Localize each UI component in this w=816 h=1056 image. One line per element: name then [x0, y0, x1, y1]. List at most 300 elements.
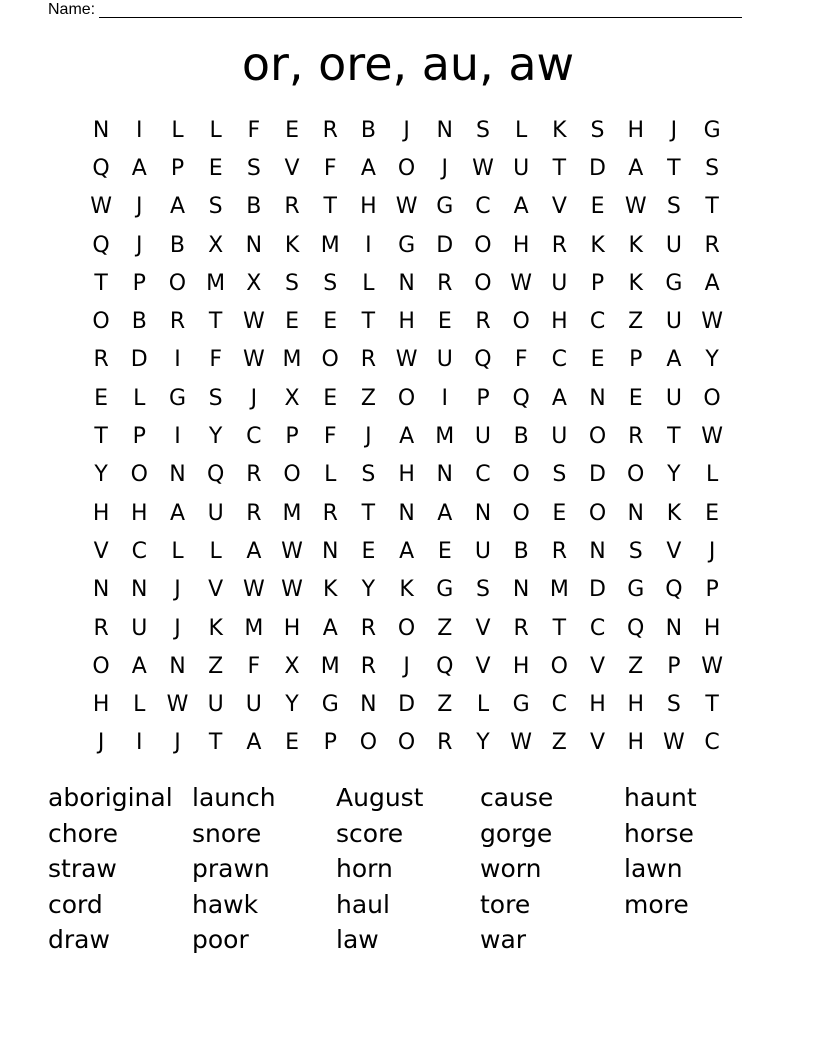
grid-letter: K	[628, 232, 643, 258]
grid-letter: R	[360, 653, 377, 679]
grid-letter: U	[551, 424, 568, 450]
grid-letter: W	[395, 194, 418, 220]
grid-letter: J	[97, 730, 105, 756]
grid-letter: P	[132, 270, 146, 296]
grid-letter: H	[131, 500, 148, 526]
grid-letter: W	[281, 577, 303, 603]
grid-letter: V	[666, 538, 682, 564]
grid-letter: T	[208, 730, 223, 756]
grid-letter: O	[512, 309, 530, 335]
grid-letter: H	[589, 692, 606, 718]
grid-letter: G	[627, 577, 645, 603]
grid-letter: S	[552, 462, 567, 488]
grid-letter: Q	[627, 615, 645, 641]
grid-letter: O	[283, 462, 301, 488]
grid-letter: I	[136, 730, 143, 756]
grid-letter: S	[208, 194, 223, 220]
grid-letter: M	[206, 270, 226, 296]
grid-letter: R	[513, 615, 529, 641]
grid-letter: O	[397, 615, 416, 641]
grid-letter: F	[514, 347, 528, 373]
grid-letter: K	[399, 577, 414, 603]
grid-letter: W	[624, 194, 647, 220]
grid-letter: O	[130, 462, 148, 488]
grid-letter: U	[665, 385, 682, 411]
grid-letter: R	[437, 730, 453, 756]
grid-letter: K	[552, 117, 567, 143]
grid-letter: I	[174, 347, 181, 373]
grid-letter: C	[246, 424, 262, 450]
grid-letter: T	[667, 155, 681, 181]
word-list-item: gorge	[480, 818, 553, 848]
grid-letter: U	[207, 692, 224, 718]
grid-letter: J	[403, 117, 410, 143]
grid-letter: N	[474, 500, 492, 526]
grid-letter: U	[131, 615, 148, 641]
grid-letter: E	[94, 385, 109, 411]
grid-letter: D	[589, 577, 606, 603]
grid-letter: R	[551, 232, 567, 258]
grid-letter: V	[93, 538, 109, 564]
grid-letter: C	[475, 194, 491, 220]
grid-letter: O	[512, 462, 530, 488]
grid-letter: U	[474, 538, 492, 564]
grid-letter: X	[208, 232, 224, 258]
grid-letter: A	[169, 500, 185, 526]
grid-letter: J	[174, 730, 181, 756]
grid-letter: Y	[94, 462, 108, 488]
grid-letter: F	[323, 155, 337, 181]
grid-letter: R	[284, 194, 300, 220]
grid-letter: R	[93, 615, 109, 641]
grid-letter: U	[436, 347, 453, 373]
grid-letter: O	[397, 385, 416, 411]
grid-letter: N	[245, 232, 263, 258]
grid-letter: J	[670, 117, 678, 143]
grid-letter: O	[474, 232, 492, 258]
grid-letter: G	[665, 270, 683, 296]
grid-letter: H	[398, 462, 415, 488]
grid-letter: P	[170, 155, 185, 181]
grid-letter: H	[627, 117, 644, 143]
grid-letter: M	[435, 424, 455, 450]
word-list-item: chore	[48, 818, 118, 848]
grid-letter: O	[627, 462, 645, 488]
grid-letter: N	[398, 270, 415, 296]
grid-letter: C	[551, 692, 568, 718]
grid-letter: Z	[437, 615, 453, 641]
grid-letter: I	[174, 424, 181, 450]
grid-letter: F	[247, 653, 261, 679]
grid-letter: K	[628, 270, 643, 296]
grid-letter: M	[282, 347, 302, 373]
grid-letter: K	[284, 232, 300, 258]
grid-letter: A	[437, 500, 453, 526]
grid-letter: E	[323, 385, 338, 411]
grid-letter: E	[437, 309, 452, 335]
word-list-item: draw	[48, 925, 110, 954]
grid-letter: W	[510, 270, 533, 296]
grid-letter: L	[515, 117, 528, 143]
grid-letter: H	[627, 692, 644, 718]
grid-letter: C	[704, 730, 720, 756]
grid-letter: A	[322, 615, 338, 641]
grid-letter: V	[475, 653, 491, 679]
grid-letter: C	[589, 309, 606, 335]
grid-letter: A	[246, 730, 262, 756]
grid-letter: S	[208, 385, 223, 411]
grid-letter: V	[208, 577, 224, 603]
grid-letter: T	[552, 155, 567, 181]
grid-letter: U	[474, 424, 492, 450]
grid-letter: W	[242, 577, 265, 603]
grid-letter: E	[590, 347, 605, 373]
grid-letter: Y	[705, 347, 719, 373]
grid-letter: W	[472, 155, 494, 181]
grid-letter: E	[705, 500, 720, 526]
grid-letter: S	[475, 577, 490, 603]
grid-letter: L	[362, 270, 375, 296]
grid-letter: A	[704, 270, 720, 296]
grid-letter: E	[590, 194, 605, 220]
grid-letter: B	[131, 309, 147, 335]
grid-letter: N	[169, 653, 186, 679]
grid-letter: O	[397, 730, 416, 756]
grid-letter: J	[174, 615, 181, 641]
grid-letter: L	[209, 117, 222, 143]
grid-letter: L	[476, 692, 490, 718]
grid-letter: N	[589, 538, 606, 564]
grid-letter: U	[665, 309, 682, 335]
grid-letter: R	[322, 117, 338, 143]
grid-letter: X	[284, 385, 300, 411]
grid-letter: Q	[92, 155, 110, 181]
word-list-item: cord	[48, 889, 103, 919]
grid-letter: S	[590, 117, 605, 143]
grid-letter: G	[436, 577, 454, 603]
grid-letter: J	[708, 538, 716, 564]
grid-letter: S	[705, 155, 720, 181]
grid-letter: R	[246, 462, 262, 488]
grid-letter: Y	[667, 462, 681, 488]
grid-letter: K	[323, 577, 338, 603]
grid-letter: N	[627, 500, 644, 526]
grid-letter: L	[324, 462, 337, 488]
grid-letter: N	[665, 615, 683, 641]
grid-letter: Z	[360, 385, 376, 411]
grid-letter: R	[437, 270, 453, 296]
grid-letter: U	[245, 692, 262, 718]
grid-letter: H	[627, 730, 644, 756]
grid-letter: Z	[551, 730, 567, 756]
grid-letter: R	[93, 347, 109, 373]
grid-letter: I	[365, 232, 372, 258]
grid-letter: S	[666, 692, 681, 718]
grid-letter: A	[246, 538, 262, 564]
grid-letter: O	[168, 270, 187, 296]
grid-letter: O	[512, 500, 530, 526]
grid-letter: Q	[436, 653, 454, 679]
word-list-item: war	[480, 925, 527, 954]
grid-letter: U	[207, 500, 224, 526]
grid-letter: W	[701, 653, 723, 679]
grid-letter: P	[590, 270, 605, 296]
grid-letter: I	[136, 117, 143, 143]
grid-letter: D	[589, 155, 606, 181]
grid-letter: H	[512, 653, 530, 679]
name-underline	[99, 2, 742, 18]
grid-letter: U	[551, 270, 568, 296]
grid-letter: T	[667, 424, 681, 450]
grid-letter: W	[701, 424, 723, 450]
grid-letter: T	[361, 500, 376, 526]
grid-letter: E	[285, 117, 299, 143]
grid-letter: L	[133, 692, 146, 718]
grid-letter: N	[436, 462, 454, 488]
grid-letter: M	[244, 615, 264, 641]
grid-letter: V	[551, 194, 567, 220]
word-list-item: worn	[480, 854, 542, 883]
grid-letter: K	[208, 615, 223, 641]
word-list-item: snore	[192, 818, 262, 848]
grid-letter: A	[666, 347, 682, 373]
grid-letter: P	[629, 347, 643, 373]
grid-letter: Z	[628, 653, 644, 679]
grid-letter: B	[513, 424, 529, 450]
grid-letter: W	[281, 538, 303, 564]
grid-letter: N	[398, 500, 415, 526]
grid-letter: Y	[208, 424, 223, 450]
grid-letter: E	[323, 309, 338, 335]
grid-letter: N	[131, 577, 148, 603]
grid-letter: X	[246, 270, 262, 296]
grid-letter: L	[171, 538, 184, 564]
grid-letter: P	[667, 653, 681, 679]
grid-letter: H	[512, 232, 530, 258]
grid-letter: Q	[474, 347, 492, 373]
grid-letter: S	[628, 538, 643, 564]
grid-letter: P	[323, 730, 337, 756]
word-list-item: horn	[336, 854, 393, 883]
grid-letter: Q	[665, 577, 683, 603]
grid-letter: J	[136, 232, 143, 258]
grid-letter: J	[174, 577, 181, 603]
grid-letter: H	[283, 615, 301, 641]
grid-letter: S	[323, 270, 338, 296]
grid-letter: F	[247, 117, 261, 143]
grid-letter: R	[246, 500, 262, 526]
grid-letter: R	[704, 232, 720, 258]
grid-letter: O	[359, 730, 378, 756]
grid-letter: M	[282, 500, 302, 526]
grid-letter: A	[399, 424, 415, 450]
grid-letter: R	[628, 424, 644, 450]
grid-letter: P	[285, 424, 299, 450]
grid-letter: A	[513, 194, 529, 220]
grid-letter: O	[588, 424, 607, 450]
grid-letter: E	[208, 155, 223, 181]
grid-letter: J	[441, 155, 449, 181]
name-field	[48, 0, 742, 18]
grid-letter: K	[666, 500, 682, 526]
grid-letter: A	[131, 155, 147, 181]
grid-letter: D	[398, 692, 416, 718]
word-list	[48, 780, 768, 958]
grid-letter: H	[92, 500, 110, 526]
grid-letter: B	[246, 194, 262, 220]
word-list-item: cause	[480, 783, 554, 812]
grid-letter: S	[475, 117, 490, 143]
grid-letter: Q	[92, 232, 110, 258]
word-list-item: more	[624, 889, 689, 919]
word-list-item: prawn	[192, 854, 270, 883]
grid-letter: U	[665, 232, 682, 258]
grid-letter: H	[92, 692, 110, 718]
grid-letter: Q	[512, 385, 530, 411]
word-list-item: lawn	[624, 854, 683, 883]
grid-letter: X	[284, 653, 300, 679]
grid-letter: L	[705, 462, 719, 488]
grid-letter: Z	[208, 653, 224, 679]
word-list-item: launch	[192, 783, 276, 812]
grid-letter: Q	[206, 462, 225, 488]
grid-letter: G	[703, 117, 721, 143]
grid-letter: O	[92, 309, 110, 335]
grid-letter: M	[320, 653, 340, 679]
grid-letter: J	[250, 385, 258, 411]
grid-letter: P	[132, 424, 146, 450]
grid-letter: Z	[628, 309, 644, 335]
grid-letter: T	[94, 424, 108, 450]
grid-letter: O	[550, 653, 568, 679]
grid-letter: O	[588, 500, 607, 526]
grid-letter: H	[360, 194, 377, 220]
grid-letter: N	[360, 692, 377, 718]
grid-letter: F	[323, 424, 337, 450]
word-list-item: poor	[192, 925, 249, 954]
grid-letter: R	[551, 538, 567, 564]
word-list-item: tore	[480, 889, 531, 919]
grid-letter: D	[589, 462, 606, 488]
grid-letter: F	[209, 347, 222, 373]
grid-letter: V	[590, 730, 606, 756]
grid-letter: T	[94, 270, 108, 296]
grid-letter: V	[475, 615, 491, 641]
grid-letter: W	[242, 309, 265, 335]
grid-letter: A	[131, 653, 147, 679]
grid-letter: E	[361, 538, 376, 564]
grid-letter: R	[475, 309, 491, 335]
grid-letter: S	[246, 155, 261, 181]
grid-letter: P	[476, 385, 490, 411]
grid-letter: Y	[476, 730, 490, 756]
grid-letter: G	[168, 385, 186, 411]
grid-letter: W	[663, 730, 685, 756]
grid-letter: T	[208, 309, 223, 335]
grid-letter: W	[166, 692, 189, 718]
grid-letter: A	[551, 385, 567, 411]
grid-letter: N	[321, 538, 339, 564]
grid-letter: W	[90, 194, 112, 220]
grid-letter: B	[360, 117, 376, 143]
word-list-item: law	[336, 925, 379, 954]
grid-letter: L	[209, 538, 222, 564]
grid-letter: C	[551, 347, 568, 373]
grid-letter: A	[628, 155, 644, 181]
grid-letter: A	[360, 155, 376, 181]
grid-letter: T	[705, 194, 719, 220]
grid-letter: C	[589, 615, 606, 641]
grid-letter: J	[365, 424, 372, 450]
grid-letter: B	[513, 538, 529, 564]
grid-letter: D	[130, 347, 148, 373]
grid-letter: G	[512, 692, 530, 718]
grid-letter: B	[169, 232, 186, 258]
grid-letter: A	[169, 194, 185, 220]
grid-letter: M	[320, 232, 340, 258]
word-list-item: haunt	[624, 783, 697, 812]
grid-letter: Z	[437, 692, 453, 718]
grid-letter: T	[552, 615, 567, 641]
letter-grid	[82, 111, 731, 762]
grid-letter: V	[590, 653, 606, 679]
word-list-item: August	[336, 783, 424, 812]
grid-letter: V	[284, 155, 300, 181]
grid-letter: O	[397, 155, 416, 181]
grid-letter: H	[551, 309, 568, 335]
word-list-item: score	[336, 818, 404, 848]
grid-letter: W	[701, 309, 723, 335]
word-list-item: horse	[624, 818, 694, 848]
grid-letter: J	[136, 194, 143, 220]
word-list-item: haul	[336, 889, 390, 919]
grid-letter: N	[589, 385, 606, 411]
grid-letter: G	[398, 232, 416, 258]
grid-letter: Y	[361, 577, 376, 603]
grid-letter: N	[169, 462, 186, 488]
word-list-item: straw	[48, 854, 117, 883]
grid-letter: N	[436, 117, 454, 143]
word-list-item: hawk	[192, 889, 259, 919]
grid-letter: O	[474, 270, 492, 296]
grid-letter: H	[703, 615, 721, 641]
grid-letter: C	[131, 538, 147, 564]
grid-letter: G	[436, 194, 454, 220]
grid-letter: W	[395, 347, 418, 373]
grid-letter: R	[360, 347, 377, 373]
grid-letter: H	[398, 309, 415, 335]
grid-letter: R	[169, 309, 186, 335]
grid-letter: G	[321, 692, 339, 718]
grid-letter: O	[321, 347, 339, 373]
grid-letter: E	[628, 385, 643, 411]
grid-letter: U	[513, 155, 530, 181]
grid-letter: O	[703, 385, 721, 411]
grid-letter: W	[510, 730, 533, 756]
grid-letter: J	[403, 653, 410, 679]
grid-letter: N	[92, 117, 110, 143]
grid-letter: D	[436, 232, 454, 258]
grid-letter: R	[322, 500, 338, 526]
word-list-item: aboriginal	[48, 783, 173, 812]
grid-letter: E	[437, 538, 452, 564]
grid-letter: W	[242, 347, 265, 373]
grid-letter: L	[171, 117, 184, 143]
name-label: Name:	[48, 1, 96, 18]
grid-letter: Y	[285, 692, 299, 718]
grid-letter: L	[133, 385, 146, 411]
grid-letter: S	[361, 462, 376, 488]
